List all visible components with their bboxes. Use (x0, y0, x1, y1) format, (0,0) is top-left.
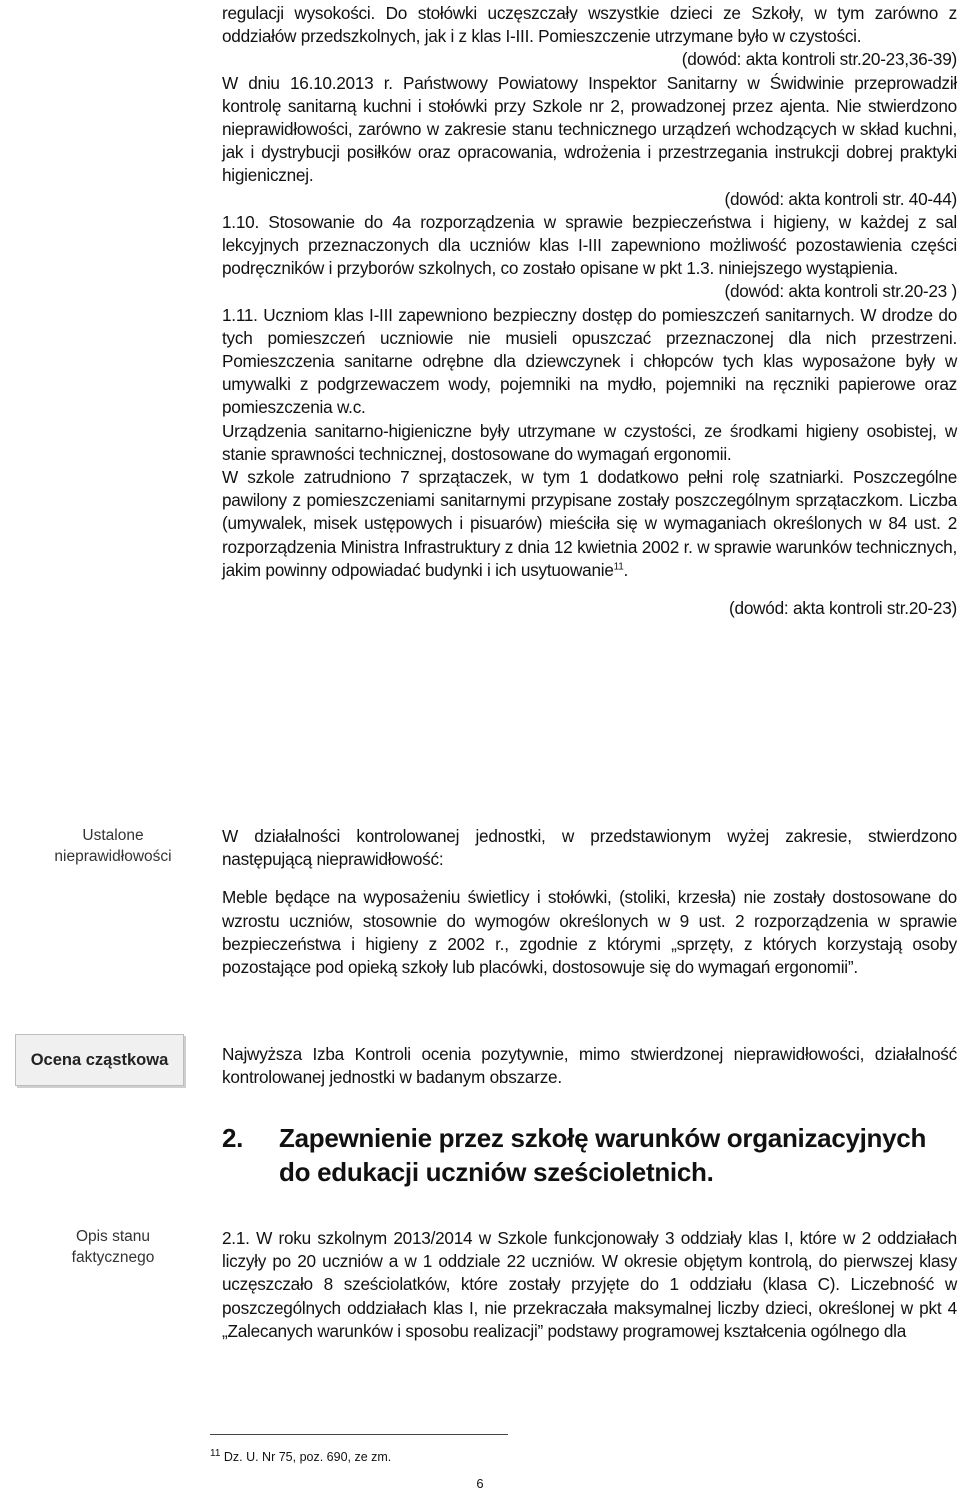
section-number: 2. (222, 1123, 244, 1153)
section-title: Zapewnienie przez szkołę warunków organizacyjnych do edukacji uczniów sześcioletnich. (279, 1123, 927, 1187)
body-section-findings (222, 2, 957, 620)
footnote-number: 11 (210, 1447, 221, 1459)
paragraph: 2.1. W roku szkolnym 2013/2014 w Szkole funkcjonowały 3 oddziały klas I, które w 2 oddziałach liczyły po 20 uczniów a w 1 oddziale 22 uczniów. W okresie objętym kontrolą, do pierwszej klasy uczęszczało 8 sześciolatków, które zostały przyjęte do 1 oddziału (klasa C). Liczebność w poszczególnych oddziałach klas I, nie przekraczała maksymalnej liczby dzieci, określonej w pkt 4 „Zalecanych warunków i sposobu realizacji” podstawy programowej kształcenia ogólnego dla (222, 1228, 957, 1341)
paragraph: Urządzenia sanitarno-higieniczne były utrzymane w czystości, ze środkami higieny osobistej, w stanie sprawności technicznej, dostosowane do wymagań ergonomii. (222, 420, 957, 464)
body-section-assessment (222, 1043, 957, 1089)
paragraph: W dniu 16.10.2013 r. Państwowy Powiatowy Inspektor Sanitarny w Świdwinie przeprowadził kontrolę sanitarną kuchni i stołówki przy Szkole nr 2, prowadzonej przez ajenta. Nie stwierdzono nieprawidłowości, zarówno w zakresie stanu technicznego urządzeń wchodzących w skład kuchni, jak i dystrybucji posiłków oraz opracowania, wdrożenia i przestrzegania instrukcji dobrej praktyki higienicznej. (222, 72, 957, 186)
paragraph: W działalności kontrolowanej jednostki, w przedstawionym wyżej zakresie, stwierdzono następującą nieprawidłowość: (222, 826, 957, 870)
footnote-rule (210, 1434, 508, 1435)
evidence-reference: (dowód: akta kontroli str.20-23 ) (724, 281, 957, 302)
paragraph-text-end: . (623, 559, 629, 580)
sidebar-box-partial-assessment: Ocena cząstkowa (15, 1034, 184, 1086)
paragraph: Najwyższa Izba Kontroli ocenia pozytywnie, mimo stwierdzonej nieprawidłowości, działalność kontrolowanej jednostki w badanym obszarze. (222, 1044, 957, 1088)
sidebar-label-irregularities: Ustalone nieprawidłowości (54, 827, 172, 865)
footnote-text: Dz. U. Nr 75, poz. 690, ze zm. (220, 1450, 392, 1464)
page-number: 6 (476, 1476, 484, 1491)
body-section-description (222, 1227, 957, 1343)
body-section-irregularities (222, 825, 957, 979)
footnote-reference: 11 (613, 561, 624, 573)
paragraph: Meble będące na wyposażeniu świetlicy i stołówki, (stoliki, krzesła) nie zostały dostosowane do wzrostu uczniów, stosownie do wymogów określonych w 9 ust. 2 rozporządzenia w sprawie bezpieczeństwa i higieny z 2002 r., zgodnie z którymi „sprzęty, z których korzystają osoby pozostające pod opieką szkoły lub placówki, dostosowuje się do wymagań ergonomii”. (222, 887, 957, 978)
sidebar-label-description: Opis stanu faktycznego (71, 1228, 155, 1266)
evidence-reference: (dowód: akta kontroli str.20-23) (729, 598, 957, 619)
evidence-reference: (dowód: akta kontroli str. 40-44) (724, 188, 957, 209)
paragraph: 1.10. Stosowanie do 4a rozporządzenia w sprawie bezpieczeństwa i higieny, w każdej z sal lekcyjnych przeznaczonych dla uczniów klas I-III zapewniono możliwość pozostawienia części podręczników i przyborów szkolnych, co zostało opisane w pkt 1.3. niniejszego wystąpienia. (222, 211, 957, 279)
paragraph: regulacji wysokości. Do stołówki uczęszczały wszystkie dzieci ze Szkoły, w tym zarówno z oddziałów przedszkolnych, jak i z klas I-III. Pomieszczenie utrzymane było w czystości. (222, 3, 957, 47)
evidence-reference: (dowód: akta kontroli str.20-23,36-39) (681, 49, 957, 70)
paragraph-text: W szkole zatrudniono 7 sprzątaczek, w tym 1 dodatkowo pełni rolę szatniarki. Poszczególne pawilony z pomieszczeniami sanitarnymi przypisane zostały poszczególnym sprzątaczkom. Liczba (umywalek, misek ustępowych i pisuarów) mieściła się w wymaganiach określonych w 84 ust. 2 rozporządzenia Ministra Infrastruktury z dnia 12 kwietnia 2002 r. w sprawie warunków technicznych, jakim powinny odpowiadać budynki i ich usytuowanie (222, 467, 957, 580)
paragraph: 1.11. Uczniom klas I-III zapewniono bezpieczny dostęp do pomieszczeń sanitarnych. W drodze do tych pomieszczeń uczniowie nie musieli opuszczać przeznaczonej dla nich przestrzeni. Pomieszczenia sanitarne odrębne dla dziewczynek i chłopców tych klas wyposażone były w umywalki z podgrzewaczem wody, pojemniki na mydło, pojemniki na ręczniki papierowe oraz pomieszczenia w.c. (222, 304, 957, 418)
footnote (210, 1449, 391, 1465)
paragraph (222, 466, 957, 582)
